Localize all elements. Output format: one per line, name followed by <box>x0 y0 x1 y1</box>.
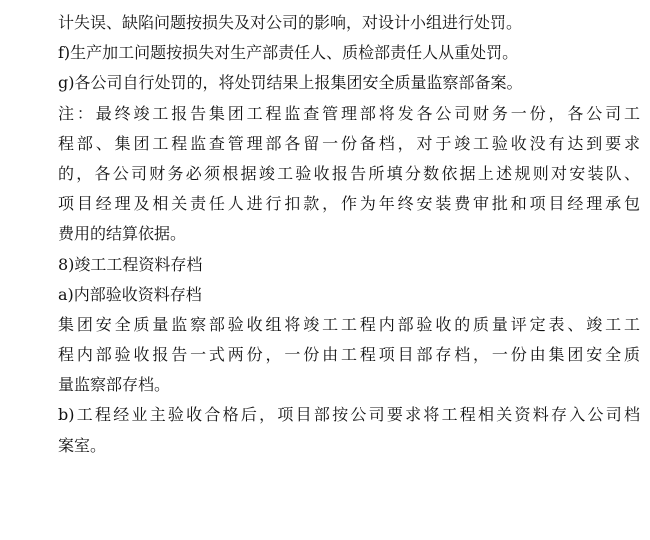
section-heading: 8)竣工工程资料存档 <box>58 254 203 274</box>
paragraph-line: b)工程经业主验收合格后，项目部按公司要求将工程相关资料存入公司档 <box>58 405 640 425</box>
paragraph-line: 案室。 <box>58 435 107 455</box>
paragraph-line: 费用的结算依据。 <box>58 224 187 244</box>
paragraph-line: 项目经理及相关责任人进行扣款，作为年终安装费审批和项目经理承包 <box>58 194 640 214</box>
paragraph-line: 的，各公司财务必须根据竣工验收报告所填分数依据上述规则对安装队、 <box>58 163 640 183</box>
paragraph-line: g)各公司自行处罚的，将处罚结果上报集团安全质量监察部备案。 <box>58 73 523 93</box>
paragraph-line: 注：最终竣工报告集团工程监查管理部将发各公司财务一份，各公司工 <box>58 103 640 123</box>
paragraph-line: f)生产加工问题按损失对生产部责任人、质检部责任人从重处罚。 <box>58 43 519 63</box>
paragraph-line: 量监察部存档。 <box>58 375 171 395</box>
subsection-heading: a)内部验收资料存档 <box>58 284 202 304</box>
paragraph-line: 程内部验收报告一式两份，一份由工程项目部存档，一份由集团安全质 <box>58 345 640 365</box>
paragraph-line: 程部、集团工程监查管理部各留一份备档，对于竣工验收没有达到要求 <box>58 133 640 153</box>
paragraph-line: 集团安全质量监察部验收组将竣工工程内部验收的质量评定表、竣工工 <box>58 314 640 334</box>
paragraph-line: 计失误、缺陷问题按损失及对公司的影响，对设计小组进行处罚。 <box>58 13 523 32</box>
